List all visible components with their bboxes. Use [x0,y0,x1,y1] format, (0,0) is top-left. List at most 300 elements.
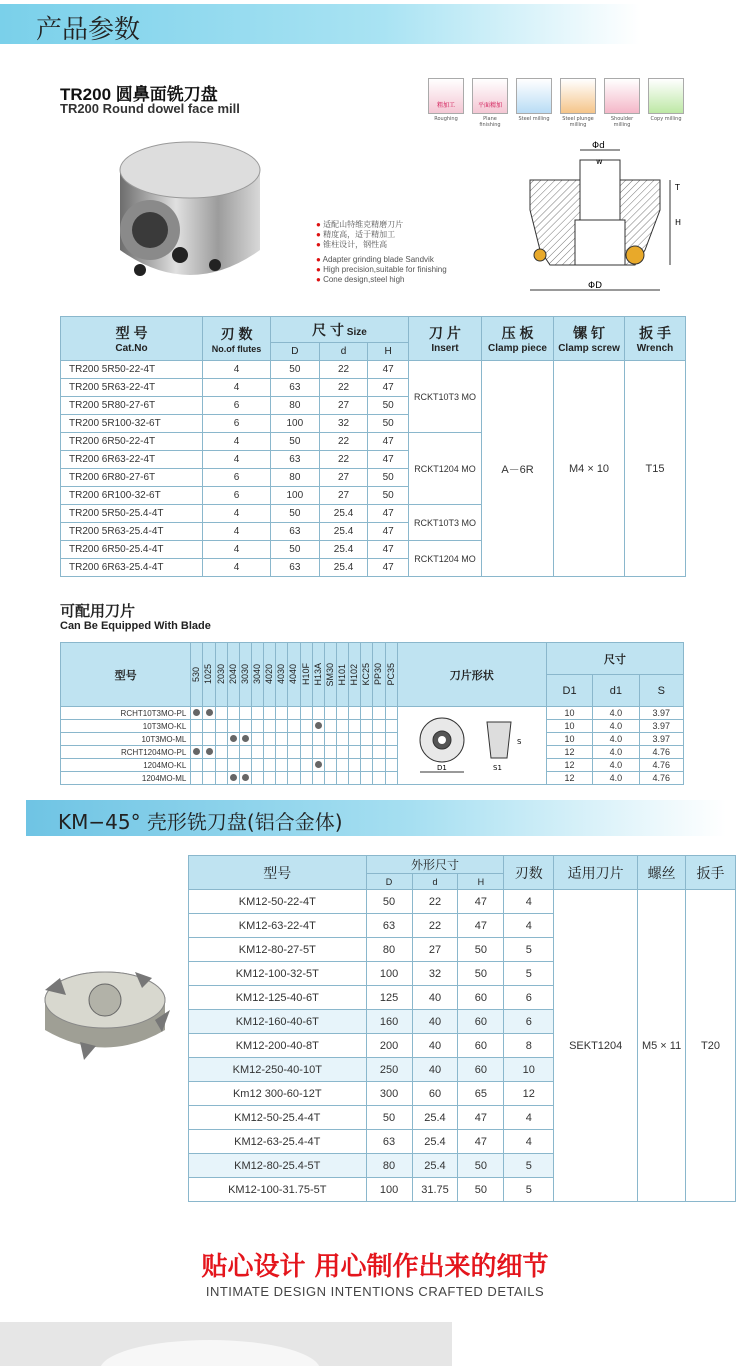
grade-cell [385,720,397,733]
col-screw: 镙 钉 Clamp screw [554,317,625,361]
grade-header: 3030 [239,643,251,707]
operation-icons [428,78,690,126]
grade-cell [203,733,215,746]
table-cell: TR200 5R50-22-4T [61,361,203,379]
table-cell: 47 [368,451,409,469]
tr200-product-image [80,130,270,310]
grade-cell [349,772,361,785]
blade-size-cell: 4.0 [593,759,639,772]
km-col-screw: 螺丝 [638,856,686,890]
grade-cell [215,720,227,733]
grade-cell [239,733,251,746]
grade-cell [239,759,251,772]
grade-cell [324,720,336,733]
grade-cell [252,733,264,746]
grade-header: 2040 [227,643,239,707]
km-cell: 27 [412,938,458,962]
blade-shape-cell [397,707,546,785]
km-cell: 22 [412,914,458,938]
col-insert: 刀 片 Insert [408,317,481,361]
km-cell: 60 [458,1034,504,1058]
available-dot-icon [242,735,249,742]
blade-col-size: 尺寸 [546,643,683,675]
grade-cell [337,707,349,720]
km-cell: 125 [366,986,412,1010]
km-col-d: d [412,874,458,890]
table-cell: 50 [368,397,409,415]
col-cat-no: 型 号 Cat.No [61,317,203,361]
available-dot-icon [206,709,213,716]
plunge-milling-icon [560,78,596,114]
grade-header: 4030 [276,643,288,707]
col-d: d [319,343,368,361]
grade-cell [288,746,300,759]
shape-label-s: S [516,737,522,746]
grade-cell [191,746,203,759]
km-cell: 63 [366,914,412,938]
grade-header: SM30 [324,643,336,707]
table-cell: 47 [368,541,409,559]
grade-cell [300,746,312,759]
table-cell: 25.4 [319,523,368,541]
grade-header: H13A [312,643,324,707]
grade-cell [385,746,397,759]
blade-size-cell: 12 [546,772,592,785]
km-cell: 50 [366,1106,412,1130]
km-cell: 22 [412,890,458,914]
grade-cell [361,772,373,785]
grade-cell [337,746,349,759]
insert-cell: RCKT1204 MO [408,433,481,505]
km-cell: Km12 300-60-12T [189,1082,367,1106]
km-cell: KM12-160-40-6T [189,1010,367,1034]
table-cell: 47 [368,361,409,379]
grade-cell [203,772,215,785]
available-dot-icon [315,761,322,768]
grade-cell [276,746,288,759]
col-D: D [271,343,320,361]
grade-cell [288,707,300,720]
grade-cell [252,772,264,785]
km-col-size: 外形尺寸 [366,856,504,874]
km-cell: 50 [366,890,412,914]
blade-col-d1: d1 [593,675,639,707]
table-cell: 63 [271,523,320,541]
grade-cell [191,707,203,720]
icon-label-2: 平面精加 [477,102,502,109]
feature-4: ● Adapter grinding blade Sandvik [316,255,434,264]
km-cell: 40 [412,1010,458,1034]
grade-cell [373,720,385,733]
blade-size-cell: 4.0 [593,707,639,720]
km-cell: 6 [504,986,554,1010]
table-cell: 4 [203,505,271,523]
grade-header: PC35 [385,643,397,707]
grade-cell [349,746,361,759]
grade-cell [215,772,227,785]
table-cell: TR200 6R50-25.4-4T [61,541,203,559]
grade-cell [252,746,264,759]
km-cell: 25.4 [412,1130,458,1154]
grade-cell [373,759,385,772]
km-cell: 160 [366,1010,412,1034]
table-cell: 50 [368,487,409,505]
grade-cell [264,759,276,772]
grade-cell [349,759,361,772]
km-cell: KM12-63-22-4T [189,914,367,938]
table-cell: 4 [203,523,271,541]
table-cell: TR200 6R50-22-4T [61,433,203,451]
grade-cell [264,733,276,746]
km-col-model: 型号 [189,856,367,890]
grade-cell [239,772,251,785]
km-cell: 40 [412,986,458,1010]
km-cell: 47 [458,1130,504,1154]
grade-cell [349,720,361,733]
blade-shape-drawing [407,710,537,780]
grade-cell [324,733,336,746]
grade-cell [337,759,349,772]
km-row [189,890,736,914]
grade-cell [215,746,227,759]
km-cell: 47 [458,914,504,938]
available-dot-icon [193,748,200,755]
km-cell: 4 [504,1106,554,1130]
table-cell: 63 [271,451,320,469]
grade-cell [312,733,324,746]
table-cell: 50 [368,415,409,433]
km-cell: 40 [412,1058,458,1082]
km-cell: KM12-50-22-4T [189,890,367,914]
available-dot-icon [315,722,322,729]
blade-col-S: S [639,675,683,707]
grade-cell [324,759,336,772]
available-dot-icon [230,774,237,781]
blade-model: 10T3MO-KL [61,720,191,733]
grade-cell [252,720,264,733]
grade-cell [361,746,373,759]
available-dot-icon [193,709,200,716]
insert-cell: RCKT1204 MO [408,541,481,577]
grade-cell [239,720,251,733]
table-cell: 4 [203,361,271,379]
grade-cell [203,707,215,720]
table-cell: 63 [271,559,320,577]
km-cell: 47 [458,890,504,914]
km-cell: 31.75 [412,1178,458,1202]
grade-cell [385,733,397,746]
grade-header: 4040 [288,643,300,707]
table-cell: 6 [203,415,271,433]
grade-cell [324,707,336,720]
table-cell: 47 [368,433,409,451]
blade-size-cell: 12 [546,759,592,772]
km-cell: 10 [504,1058,554,1082]
km-cell: 50 [458,962,504,986]
blade-size-cell: 4.0 [593,772,639,785]
grade-cell [385,772,397,785]
blade-row [61,720,684,733]
table-cell: 47 [368,505,409,523]
grade-cell [227,746,239,759]
grade-cell [324,772,336,785]
drawing-label-phiD: ΦD [588,281,603,291]
blade-col-shape: 刀片形状 [397,643,546,707]
km-cell: 40 [412,1034,458,1058]
blade-model: RCHT10T3MO-PL [61,707,191,720]
drawing-label-t: T [675,183,680,192]
table-cell: 50 [368,469,409,487]
km-col-H: H [458,874,504,890]
grade-header: KC25 [361,643,373,707]
grade-cell [373,746,385,759]
km-cell: 50 [458,938,504,962]
grade-cell [385,759,397,772]
grade-cell [227,733,239,746]
blade-title-en: Can Be Equipped With Blade [60,620,211,632]
km-insert-cell: SEKT1204 [554,890,638,1202]
blade-size-cell: 4.76 [639,746,683,759]
blade-title-cn: 可配用刀片 [60,603,136,620]
blade-size-cell: 4.0 [593,720,639,733]
grade-cell [312,720,324,733]
table-cell: TR200 5R100-32-6T [61,415,203,433]
grade-cell [312,707,324,720]
table-cell: TR200 6R80-27-6T [61,469,203,487]
grade-header: 4020 [264,643,276,707]
km-cell: 4 [504,1130,554,1154]
col-size: 尺 寸 Size [271,317,409,343]
feature-6: ● Cone design,steel high [316,275,405,284]
blade-size-cell: 10 [546,733,592,746]
table-cell: 27 [319,397,368,415]
table-cell: TR200 5R63-22-4T [61,379,203,397]
km-cell: KM12-125-40-6T [189,986,367,1010]
grade-cell [300,720,312,733]
km-wrench-cell: T20 [686,890,736,1202]
grade-cell [227,759,239,772]
grade-cell [349,707,361,720]
blade-size-cell: 4.0 [593,733,639,746]
table-cell: 50 [271,505,320,523]
drawing-label-w: w [596,157,603,166]
blade-size-cell: 4.76 [639,772,683,785]
grade-cell [203,746,215,759]
icon-caption-4: Steel plunge milling [562,116,594,128]
grade-cell [191,720,203,733]
grade-cell [191,759,203,772]
col-flutes: 刃 数 No.of flutes [203,317,271,361]
km-cell: 4 [504,890,554,914]
km-cell: 5 [504,1154,554,1178]
grade-cell [215,733,227,746]
screw-cell: M4 × 10 [554,361,625,577]
icon-label-1: 粗加工 [436,102,455,109]
grade-cell [349,733,361,746]
km-cell: 200 [366,1034,412,1058]
blade-row [61,733,684,746]
grade-cell [276,759,288,772]
available-dot-icon [242,774,249,781]
table-cell: 22 [319,433,368,451]
km-cell: 32 [412,962,458,986]
grade-cell [288,759,300,772]
km-cell: KM12-80-25.4-5T [189,1154,367,1178]
grade-cell [239,746,251,759]
table-cell: 27 [319,469,368,487]
km-cell: 25.4 [412,1106,458,1130]
km-cell: KM12-50-25.4-4T [189,1106,367,1130]
km-product-image [30,950,170,1070]
grade-cell [361,733,373,746]
blade-size-cell: 4.76 [639,759,683,772]
table-cell: 25.4 [319,559,368,577]
table-cell: 50 [271,433,320,451]
grade-cell [300,759,312,772]
table-cell: TR200 6R63-22-4T [61,451,203,469]
grade-header: 3040 [252,643,264,707]
table-cell: 50 [271,541,320,559]
table-cell: 4 [203,541,271,559]
km-cell: KM12-80-27-5T [189,938,367,962]
grade-cell [191,733,203,746]
grade-header: H101 [337,643,349,707]
km-screw-cell: M5 × 11 [638,890,686,1202]
km-cell: 60 [412,1082,458,1106]
tr200-features [316,220,447,285]
table-cell: 22 [319,451,368,469]
km-cell: 8 [504,1034,554,1058]
col-H: H [368,343,409,361]
grade-cell [373,733,385,746]
table-cell: 50 [271,361,320,379]
table-cell: 47 [368,379,409,397]
clamp-cell: A－6R [482,361,554,577]
icon-caption-1: Roughing [434,116,458,122]
grade-cell [264,772,276,785]
table-cell: 4 [203,379,271,397]
grade-cell [227,707,239,720]
table-cell: 25.4 [319,541,368,559]
grade-cell [203,759,215,772]
shape-label-d1: D1 [436,763,447,772]
shape-label-s1: S1 [492,763,502,772]
grade-cell [373,707,385,720]
icon-caption-3: Steel milling [518,116,550,122]
km-cell: 300 [366,1082,412,1106]
table-cell: 4 [203,433,271,451]
footer-title-en: INTIMATE DESIGN INTENTIONS CRAFTED DETAILS [205,1284,545,1299]
km-cell: 60 [458,986,504,1010]
feature-2: ● 精度高，适于精加工 [316,230,396,239]
grade-cell [252,707,264,720]
feature-5: ● High precision,suitable for finishing [316,265,447,274]
drawing-label-phid: Φd [592,141,605,151]
tr200-title-cn: TR200 圆鼻面铣刀盘 [60,85,218,104]
shoulder-milling-icon [604,78,640,114]
km-cell: 50 [458,1178,504,1202]
grade-cell [337,772,349,785]
grade-cell [264,746,276,759]
table-cell: 4 [203,451,271,469]
grade-cell [361,720,373,733]
grade-cell [227,720,239,733]
blade-size-cell: 3.97 [639,707,683,720]
grade-cell [215,759,227,772]
km-col-insert: 适用刀片 [554,856,638,890]
km-cell: 60 [458,1010,504,1034]
tr200-technical-drawing [510,140,690,310]
grade-cell [300,733,312,746]
table-cell: TR200 5R50-25.4-4T [61,505,203,523]
grade-cell [288,733,300,746]
table-cell: 6 [203,487,271,505]
blade-row [61,759,684,772]
feature-1: ● 适配山特维克精磨刀片 [316,220,404,229]
blade-row [61,772,684,785]
grade-cell [276,772,288,785]
feature-3: ● 锥柱设计，钢性高 [316,240,388,249]
km-cell: 12 [504,1082,554,1106]
insert-cell: RCKT10T3 MO [408,505,481,541]
grade-cell [276,720,288,733]
available-dot-icon [230,735,237,742]
table-cell: 6 [203,469,271,487]
insert-cell: RCKT10T3 MO [408,361,481,433]
table-cell: TR200 5R80-27-6T [61,397,203,415]
km-col-flutes: 刃数 [504,856,554,890]
grade-header: 1025 [203,643,215,707]
table-cell: 32 [319,415,368,433]
grade-cell [239,707,251,720]
wrench-cell: T15 [625,361,686,577]
km-cell: 4 [504,914,554,938]
table-cell: 63 [271,379,320,397]
steel-milling-icon [516,78,552,114]
table-cell: 80 [271,469,320,487]
grade-header: PP30 [373,643,385,707]
grade-cell [385,707,397,720]
tr200-spec-table [60,316,686,577]
grade-cell [288,772,300,785]
km-cell: 80 [366,938,412,962]
grade-cell [227,772,239,785]
bottom-product-photo [0,1322,452,1366]
grade-cell [361,759,373,772]
table-cell: 22 [319,361,368,379]
table-cell: 6 [203,397,271,415]
km-cell: 250 [366,1058,412,1082]
table-cell: TR200 5R63-25.4-4T [61,523,203,541]
col-wrench: 扳 手 Wrench [625,317,686,361]
section-title-params: 产品参数 [36,15,141,45]
grade-header: H102 [349,643,361,707]
grade-cell [191,772,203,785]
grade-cell [324,746,336,759]
grade-header: 530 [191,643,203,707]
icon-caption-6: Copy milling [650,116,682,122]
blade-row [61,746,684,759]
blade-size-cell: 3.97 [639,733,683,746]
blade-model: 1204MO-ML [61,772,191,785]
grade-header: 2030 [215,643,227,707]
grade-header: H10F [300,643,312,707]
km-cell: KM12-250-40-10T [189,1058,367,1082]
grade-cell [312,772,324,785]
grade-cell [312,759,324,772]
km-cell: 65 [458,1082,504,1106]
km-cell: KM12-63-25.4-4T [189,1130,367,1154]
